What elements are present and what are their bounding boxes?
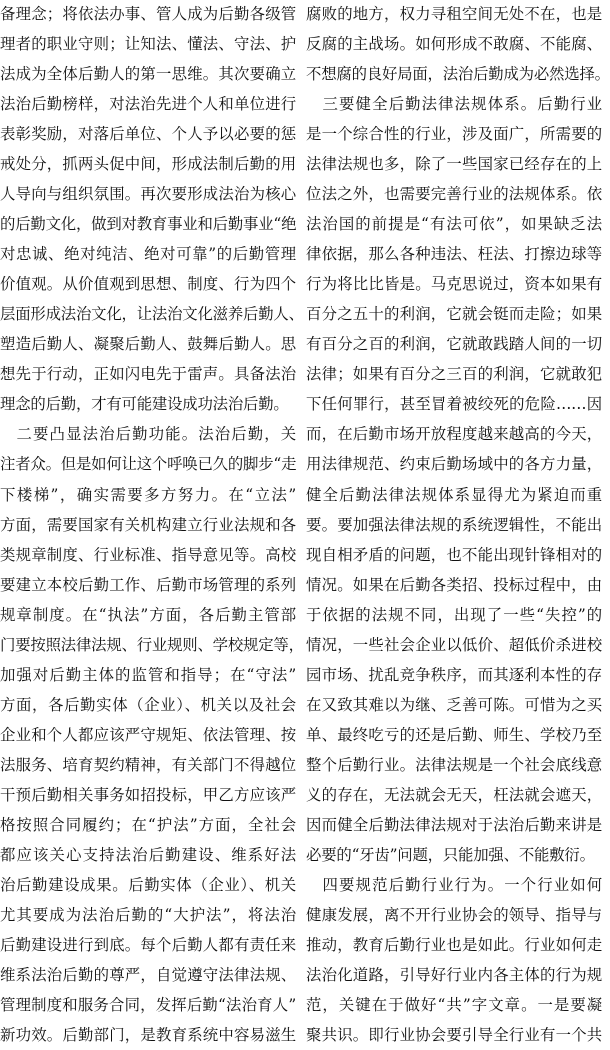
text-line: 法成为全体后勤人的第一思维。其次要确立 xyxy=(0,65,296,84)
text-line: 备理念；将依法办事、管人成为后勤各级管 xyxy=(0,5,296,23)
text-line: 都应该关心支持法治后勤建设、维系好法 xyxy=(0,845,296,864)
text-line: 在又致其难以为继、乏善可陈。可惜为之买 xyxy=(306,695,602,714)
text-line: 整个后勤行业。法律法规是一个社会底线意 xyxy=(306,755,602,774)
text-line: 企业和个人都应该严守规矩、依法管理、按 xyxy=(0,725,296,744)
text-line: 三要健全后勤法律法规体系。后勤行业 xyxy=(306,95,602,114)
text-line: 百分之五十的利润，它就会铤而走险；如果 xyxy=(306,305,602,324)
text-line: 理念的后勤，才有可能建设成功法治后勤。 xyxy=(0,395,289,414)
text-line: 治后勤建设成果。后勤实体（企业）、机关 xyxy=(0,875,296,894)
text-line: 戒处分，抓两头促中间，形成法制后勤的用 xyxy=(0,155,296,174)
text-line: 法服务、培育契约精神，有关部门不得越位 xyxy=(0,755,296,774)
text-line: 现自相矛盾的问题，也不能出现针锋相对的 xyxy=(306,545,602,564)
text-line: 用法律规范、约束后勤场域中的各方力量， xyxy=(306,455,602,474)
text-line: 法律法规也多，除了一些国家已经存在的上 xyxy=(306,155,602,174)
text-line: 情况。如果在后勤各类招、投标过程中，由 xyxy=(306,575,602,594)
text-line: 情况，一些社会企业以低价、超低价杀进校 xyxy=(306,635,602,654)
text-line: 法治国的前提是“有法可依”，如果缺乏法 xyxy=(306,215,602,234)
text-line: 法治后勤榜样，对法治先进个人和单位进行 xyxy=(0,95,296,114)
text-line: 想先于行动，正如闪电先于雷声。具备法治 xyxy=(0,365,296,384)
text-line: 新功效。后勤部门，是教育系统中容易滋生 xyxy=(0,1026,296,1045)
text-line: 塑造后勤人、凝聚后勤人、鼓舞后勤人。思 xyxy=(0,335,296,354)
text-line: 注者众。但是如何让这个呼唤已久的脚步“走 xyxy=(0,455,297,474)
text-line: 园市场、扰乱竞争秩序，而其逐利本性的存 xyxy=(306,665,602,684)
text-line: 后勤建设进行到底。每个后勤人都有责任来 xyxy=(0,935,296,954)
text-line: 必要的“牙齿”问题，只能加强、不能敷衍。 xyxy=(306,845,595,864)
text-line: 律依据，那么各种违法、枉法、打擦边球等 xyxy=(306,245,602,264)
text-line: 四要规范后勤行业行为。一个行业如何 xyxy=(306,875,602,894)
text-line: 对忠诚、绝对纯洁、绝对可靠”的后勤管理 xyxy=(0,245,296,264)
text-line: 聚共识。即行业协会要引导全行业有一个共 xyxy=(306,1026,602,1045)
text-line: 于依据的法规不同，出现了一些“失控”的 xyxy=(306,605,602,624)
text-line: 人导向与组织氛围。再次要形成法治为核心 xyxy=(0,185,296,204)
text-line: 范，关键在于做好“共”字文章。一是要凝 xyxy=(306,996,602,1015)
text-line: 表彰奖励，对落后单位、个人予以必要的惩 xyxy=(0,125,296,144)
text-line: 类规章制度、行业标准、指导意见等。高校 xyxy=(0,545,296,564)
text-line: 维系法治后勤的尊严，自觉遵守法律法规、 xyxy=(0,966,296,984)
text-line: 健全后勤法律法规体系显得尤为紧迫而重 xyxy=(306,485,602,504)
text-line: 法治化道路，引导好行业内各主体的行为规 xyxy=(306,966,602,984)
text-line: 要。要加强法律法规的系统逻辑性，不能出 xyxy=(306,515,602,534)
text-line: 反腐的主战场。如何形成不敢腐、不能腐、 xyxy=(306,35,602,54)
text-line: 推动，教育后勤行业也是如此。行业如何走 xyxy=(306,935,602,954)
text-line: 义的存在，无法就会无天，枉法就会遮天， xyxy=(306,785,602,804)
text-line: 因而健全后勤法律法规对于法治后勤来讲是 xyxy=(306,815,602,834)
text-line: 健康发展，离不开行业协会的领导、指导与 xyxy=(306,905,602,924)
text-line: 是一个综合性的行业，涉及面广，所需要的 xyxy=(306,125,602,144)
text-line: 位法之外，也需要完善行业的法规体系。依 xyxy=(306,185,602,204)
text-line: 方面，需要国家有关机构建立行业法规和各 xyxy=(0,515,296,534)
text-line: 理者的职业守则；让知法、懂法、守法、护 xyxy=(0,35,296,54)
text-line: 管理制度和服务合同，发挥后勤“法治育人” xyxy=(0,996,296,1015)
text-line: 下楼梯”，确实需要多方努力。在“立法” xyxy=(0,485,296,504)
text-line: 加强对后勤主体的监管和指导；在“守法” xyxy=(0,665,296,684)
text-line: 门要按照法律法规、行业规则、学校规定等， xyxy=(0,635,304,654)
left-text-column xyxy=(0,0,304,1045)
text-line: 格按照合同履约；在“护法”方面，全社会 xyxy=(0,815,296,834)
text-line: 有百分之百的利润，它就敢践踏人间的一切 xyxy=(306,335,602,354)
text-line: 尤其要成为法治后勤的“大护法”，将法治 xyxy=(0,905,296,924)
text-line: 方面，各后勤实体（企业）、机关以及社会 xyxy=(0,695,296,714)
text-line: 下任何罪行，甚至冒着被绞死的危险……因 xyxy=(306,395,602,414)
right-text-column xyxy=(306,0,610,1045)
text-line: 规章制度。在“执法”方面，各后勤主管部 xyxy=(0,605,296,624)
text-line: 法律；如果有百分之三百的利润，它就敢犯 xyxy=(306,365,602,384)
text-line: 的后勤文化，做到对教育事业和后勤事业“绝 xyxy=(0,215,297,234)
text-line: 干预后勤相关事务如招投标，甲乙方应该严 xyxy=(0,785,296,804)
text-line: 腐败的地方，权力寻租空间无处不在，也是 xyxy=(306,5,602,23)
text-line: 不想腐的良好局面，法治后勤成为必然选择。 xyxy=(306,65,610,84)
text-line: 要建立本校后勤工作、后勤市场管理的系列 xyxy=(0,575,296,594)
text-line: 行为将比比皆是。马克思说过，资本如果有 xyxy=(306,275,602,294)
text-line: 层面形成法治文化，让法治文化滋养后勤人、 xyxy=(0,305,304,324)
text-line: 价值观。从价值观到思想、制度、行为四个 xyxy=(0,275,296,294)
text-line: 而，在后勤市场开放程度越来越高的今天， xyxy=(306,425,602,444)
text-line: 单、最终吃亏的还是后勤、师生、学校乃至 xyxy=(306,725,602,744)
text-line: 二要凸显法治后勤功能。法治后勤，关 xyxy=(0,425,296,444)
